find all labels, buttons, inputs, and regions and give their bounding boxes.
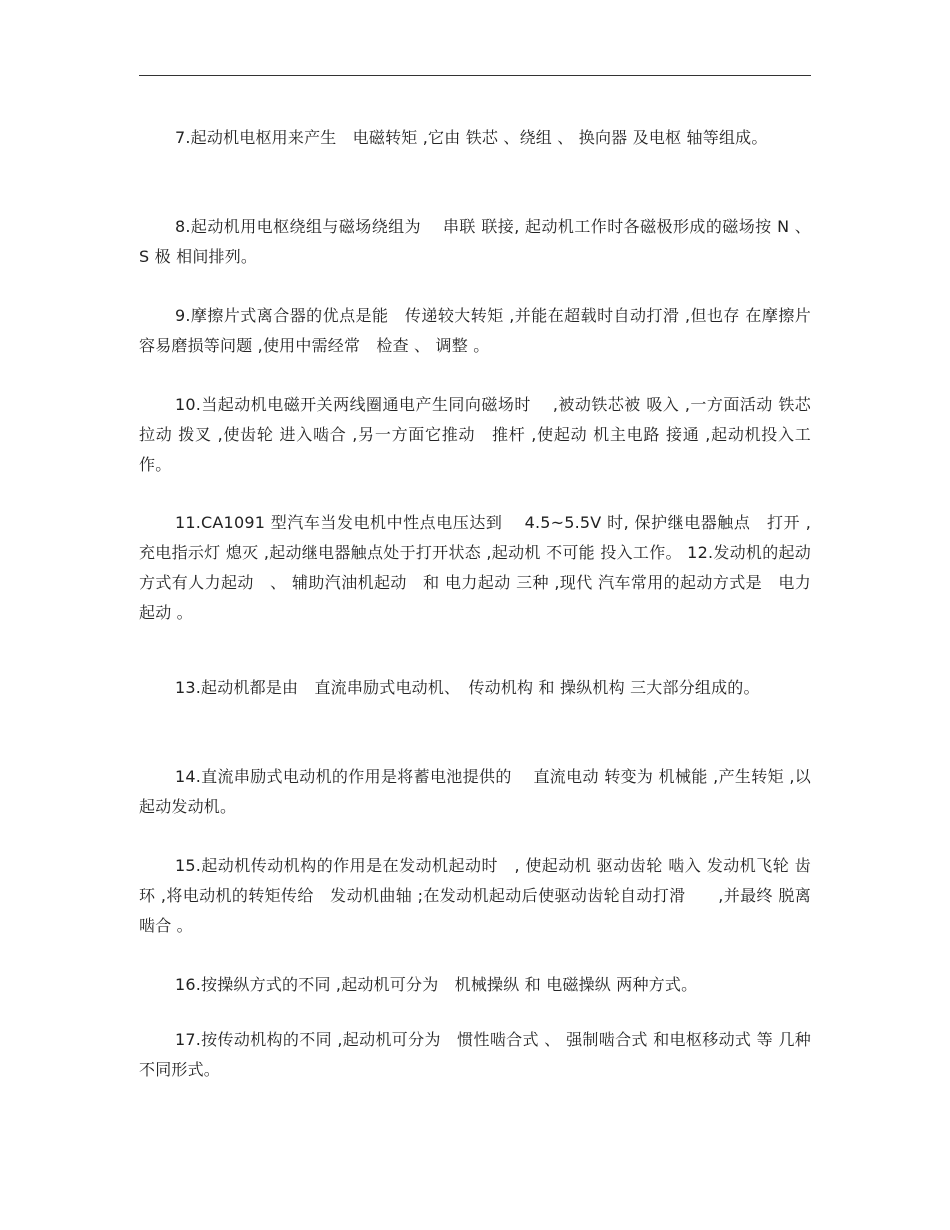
paragraph-13: 13.起动机都是由 直流串励式电动机、 传动机构 和 操纵机构 三大部分组成的。 xyxy=(175,678,760,697)
paragraph-14: 14.直流串励式电动机的作用是将蓄电池提供的 直流电动 转变为 机械能 ,产生转矩 ,以起动发动机。 xyxy=(139,767,811,816)
paragraph-17: 17.按传动机构的不同 ,起动机可分为 惯性啮合式 、 强制啮合式 和电枢移动式 等 几种不同形式。 xyxy=(139,1030,811,1079)
paragraph-8: 8.起动机用电枢绕组与磁场绕组为 串联 联接, 起动机工作时各磁极形成的磁场按 N 、 S 极 相间排列。 xyxy=(139,217,811,266)
paragraph-9: 9.摩擦片式离合器的优点是能 传递较大转矩 ,并能在超载时自动打滑 ,但也存 在摩擦片容易磨损等问题 ,使用中需经常 检查 、 调整 。 xyxy=(139,306,811,355)
paragraph-11-12: 11.CA1091 型汽车当发电机中性点电压达到 4.5~5.5V 时, 保护继电器触点 打开 , 充电指示灯 熄灭 ,起动继电器触点处于打开状态 ,起动机 不可能 投入工作。 12.发动机的起动方式有人力起动 、 辅助汽油机起动 和 电力起动 三种 ,现代 汽车常用的起动方式是 电力起动 。 xyxy=(139,513,811,622)
paragraph-7: 7.起动机电枢用来产生 电磁转矩 ,它由 铁芯 、绕组 、 换向器 及电枢 轴等组成。 xyxy=(175,128,768,147)
paragraph-15: 15.起动机传动机构的作用是在发动机起动时 , 使起动机 驱动齿轮 啮入 发动机飞轮 齿环 ,将电动机的转矩传给 发动机曲轴 ;在发动机起动后使驱动齿轮自动打滑 ,并最终 脱离啮合 。 xyxy=(139,856,811,935)
paragraph-16: 16.按操纵方式的不同 ,起动机可分为 机械操纵 和 电磁操纵 两种方式。 xyxy=(175,975,698,994)
paragraph-10: 10.当起动机电磁开关两线圈通电产生同向磁场时 ,被动铁芯被 吸入 ,一方面活动 铁芯拉动 拨叉 ,使齿轮 进入啮合 ,另一方面它推动 推杆 ,使起动 机主电路 接通 ,起动机投入工作。 xyxy=(139,395,811,474)
header-rule xyxy=(139,75,811,76)
